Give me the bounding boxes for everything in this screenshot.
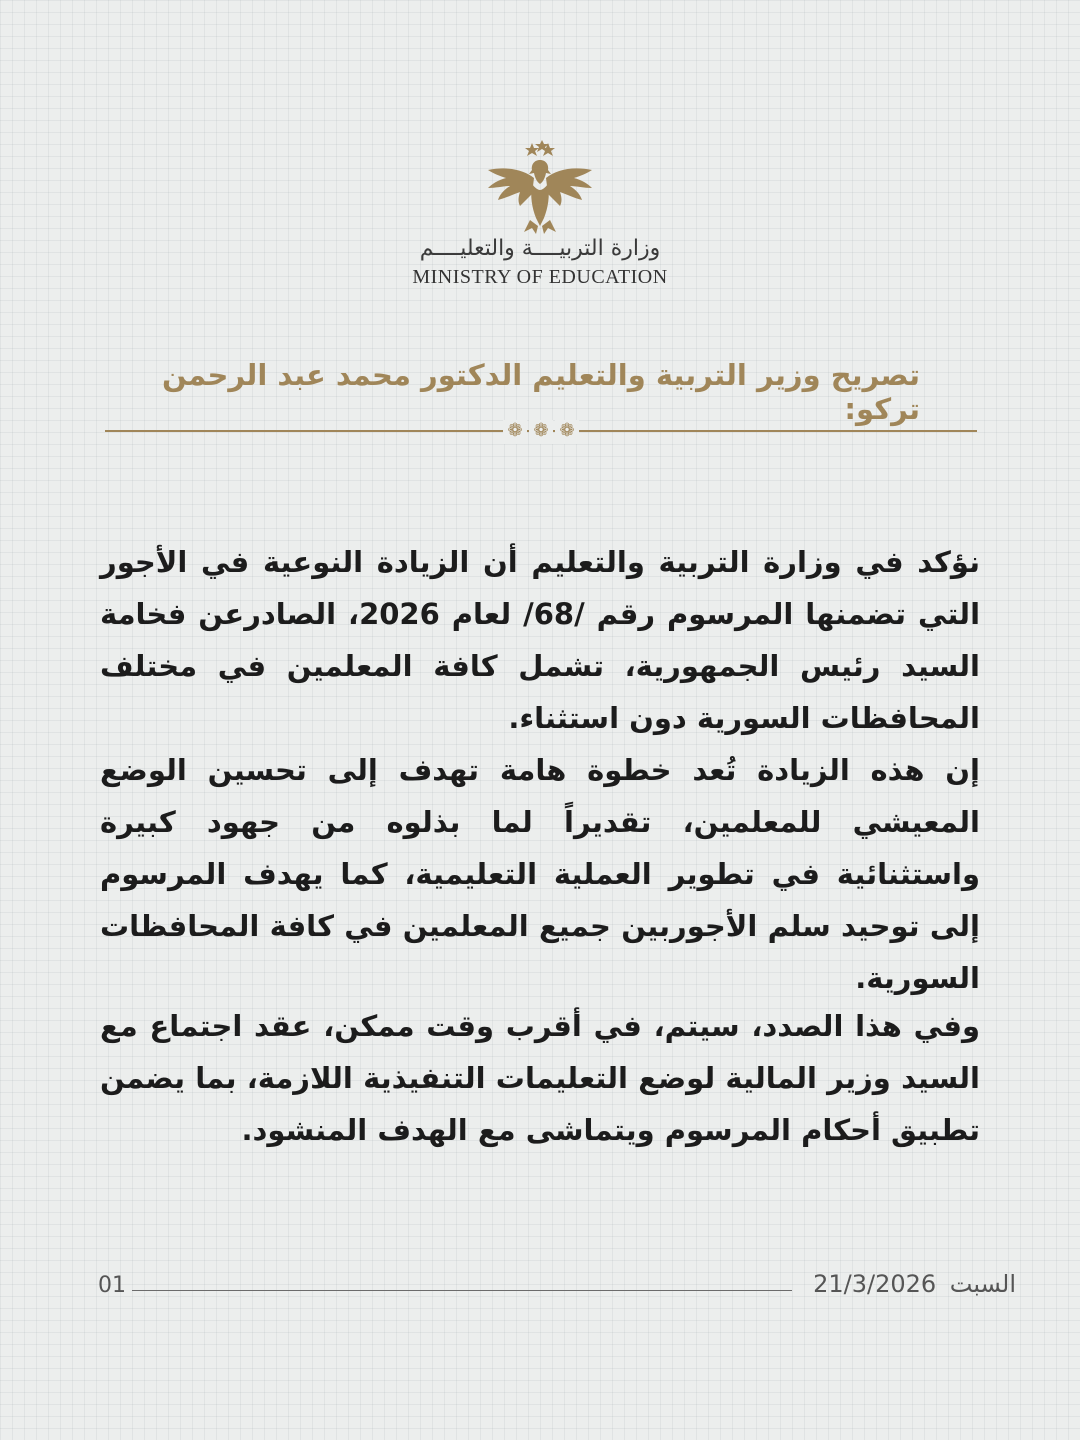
statement-title: تصريح وزير التربية والتعليم الدكتور محمد عبد الرحمن تركو: [161,358,920,426]
body-paragraph-2: إن هذه الزيادة تُعد خطوة هامة تهدف إلى تحسين الوضع المعيشي للمعلمين، تقديراً لما بذلوه من جهود كبيرة واستثنائية في تطوير العملية التعليمية، كما يهدف المرسوم إلى توحيد سلم الأجوربين جميع المعلمين في كافة المحافظات السورية. [100,753,980,995]
eagle-emblem-icon [480,140,600,236]
footer-date-value: 21/3/2026 [813,1270,937,1298]
ministry-name-english: MINISTRY OF EDUCATION [412,266,668,288]
page-number: 01 [98,1273,126,1298]
body-paragraph-3: وفي هذا الصدد، سيتم، في أقرب وقت ممكن، عقد اجتماع مع السيد وزير المالية لوضع التعليمات التنفيذية اللازمة، بما يضمن تطبيق أحكام المرسوم ويتماشى مع الهدف المنشود. [100,1009,980,1147]
footer-day: السبت [949,1270,1016,1298]
body-paragraph-1: نؤكد في وزارة التربية والتعليم أن الزيادة النوعية في الأجور التي تضمنها المرسوم رقم /68/ لعام 2026، الصادرعن فخامة السيد رئيس الجمهورية، تشمل كافة المعلمين في مختلف المحافظات السورية دون استثناء. [100,545,981,735]
ornamental-divider [105,420,977,444]
ministry-logo [0,140,1080,300]
flower-ornament-icon: ❁ [555,420,579,444]
footer-date [806,1270,1016,1298]
flower-ornament-icon: ❁ [503,420,527,444]
flower-ornament-icon: ❁ [529,420,553,444]
ministry-name-arabic: وزارة التربيــــة والتعليــــم [419,236,661,261]
footer-line [132,1290,792,1291]
